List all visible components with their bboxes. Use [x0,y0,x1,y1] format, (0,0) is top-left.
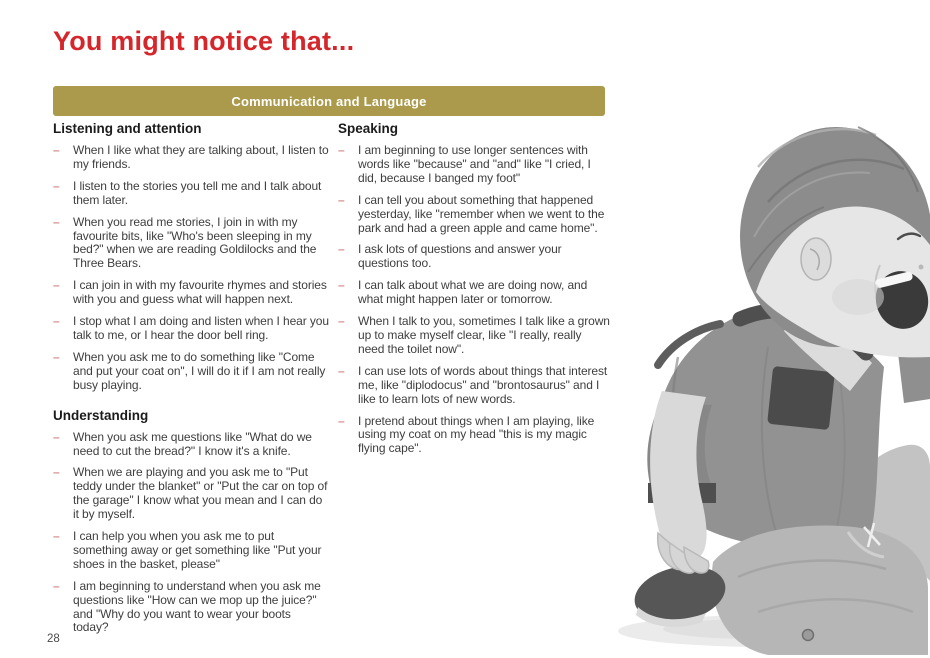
bullet-dash: – [53,465,60,480]
section-listening-and-attention [53,121,329,393]
bullet-item [53,216,329,272]
bullet-item [338,415,610,457]
bullet-list [338,144,610,456]
bullet-item [53,315,329,343]
pants-front [712,523,928,655]
banner-label: Communication and Language [231,93,427,109]
toddler-photo [618,106,930,658]
bullet-item [53,351,329,393]
page-number: 28 [47,633,60,645]
bullet-item [338,243,610,271]
bullet-dash: – [338,192,345,207]
bullet-text: I can help you when you ask me to put something away or get something like "Put your shoes in the basket, please" [73,529,322,571]
bullet-item [53,466,329,522]
bullet-list [53,144,329,393]
bullet-list [53,431,329,636]
bullet-text: I can join in with my favourite rhymes and stories with you and guess what will happen next. [73,278,327,307]
section-heading: Listening and attention [53,121,202,136]
bullet-text: I can talk about what we are doing now, and what might happen later or tomorrow. [358,278,588,307]
section-heading: Understanding [53,407,149,423]
bullet-dash: – [338,413,345,428]
bullet-dash: – [53,349,60,364]
bullet-item [338,144,610,186]
right-column [338,121,610,464]
bullet-dash: – [338,314,345,329]
bullet-item [53,279,329,307]
section-speaking [338,121,610,456]
page-title: You might notice that... [53,26,355,56]
nostril [919,265,924,270]
bullet-dash: – [53,214,60,229]
section-heading: Speaking [338,121,399,136]
left-column [53,121,329,643]
bullet-dash: – [53,143,60,157]
bullet-dash: – [53,278,60,293]
bullet-dash: – [53,529,60,544]
bullet-text: I ask lots of questions and answer your questions too. [358,242,562,271]
bullet-dash: – [53,178,60,193]
cheek-shading [832,279,884,315]
bullet-item [338,315,610,357]
bullet-text: When you ask me questions like "What do we need to cut the bread?" I know it's a knife. [73,429,312,458]
bullet-item [53,530,329,572]
bullet-text: I am beginning to understand when you ask me questions like "How can we mop up the juice?" and "Why do you want to wear your boots today? [73,578,321,635]
bullet-text: When I talk to you, sometimes I talk like a grown up to make myself clear, like "I really, really need the toilet now". [358,314,610,356]
bullet-dash: – [338,363,345,378]
bullet-text: When we are playing and you ask me to "Put teddy under the blanket" or "Put the car on top of the garage" I know what you mean and I can do it by myself. [73,465,328,522]
bullet-text: I pretend about things when I am playing, like using my coat on my head "this is my magic flying cape". [358,413,595,456]
bullet-text: I listen to the stories you tell me and I talk about them later. [73,178,322,207]
bullet-text: I am beginning to use longer sentences with words like "because" and "and" like "I cried, I did, because I banged my foot" [358,143,591,185]
bullet-text: I can use lots of words about things that interest me, like "diplodocus" and "brontosaurus" and I like to learn lots of new words. [358,363,608,406]
bullet-item [53,144,329,172]
bullet-dash: – [53,314,60,329]
bullet-item [338,194,610,236]
bullet-text: When I like what they are talking about, I listen to my friends. [73,143,329,171]
section-understanding [53,408,329,636]
bullet-text: I can tell you about something that happened yesterday, like "remember when we went to the park and had a green apple and came home". [358,192,605,235]
bullet-dash: – [53,429,60,444]
bullet-item [338,279,610,307]
bullet-item [53,431,329,459]
bullet-text: When you ask me to do something like "Come and put your coat on", I will do it if I am not really busy playing. [73,349,326,392]
bullet-text: When you read me stories, I join in with my favourite bits, like "Who's been sleeping in my bed?" when we are reading Goldilocks and the Three Bears. [73,214,317,271]
bullet-item [53,580,329,636]
bullet-item [338,365,610,407]
bullet-dash: – [338,143,345,157]
ear [801,238,831,280]
communication-language-banner [53,86,605,116]
bullet-dash: – [53,578,60,593]
bullet-item [53,180,329,208]
bullet-text: I stop what I am doing and listen when I hear you talk to me, or I hear the door bell ring. [73,314,329,342]
bullet-dash: – [338,278,345,293]
bullet-dash: – [338,242,345,257]
